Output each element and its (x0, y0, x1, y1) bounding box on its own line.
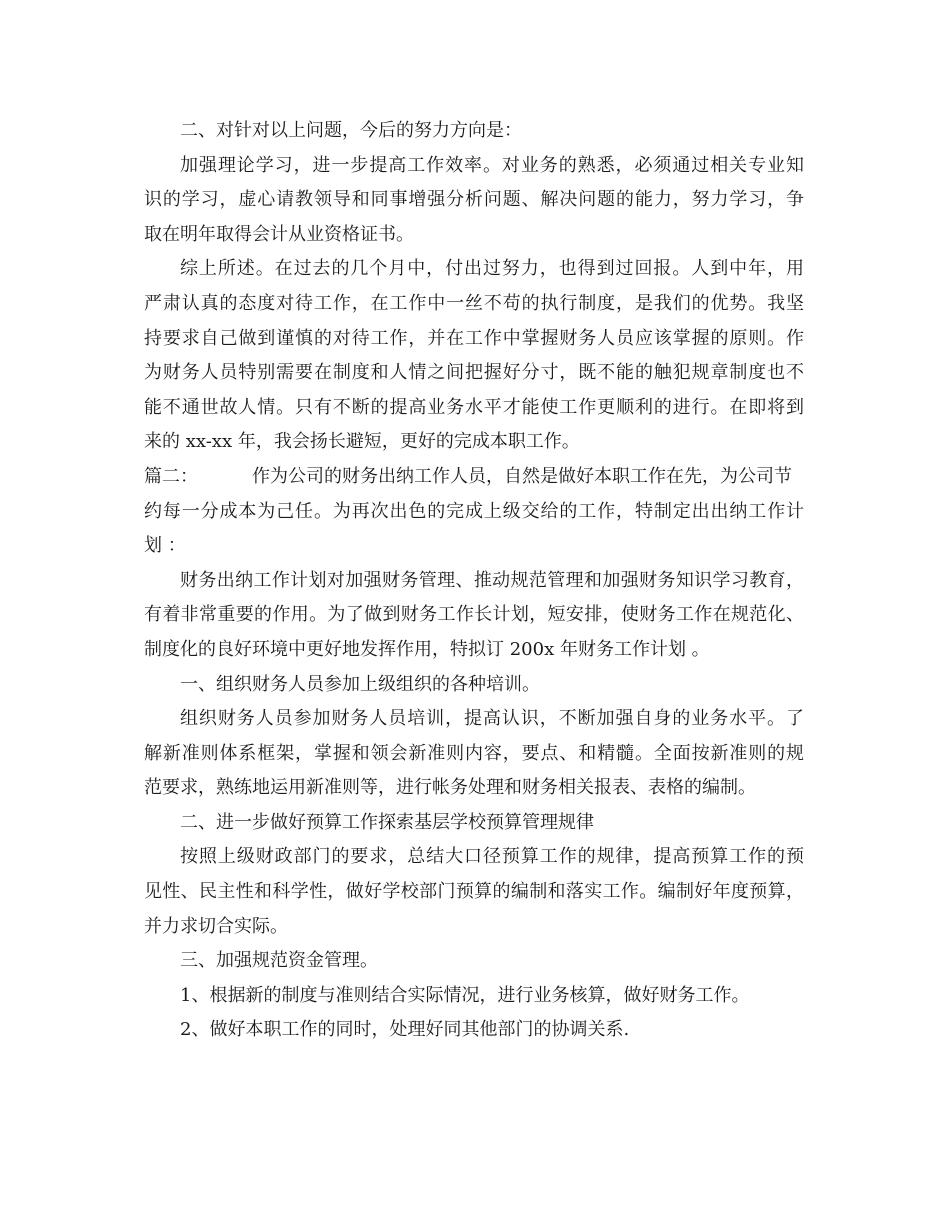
paragraph-line: 按照上级财政部门的要求，总结大口径预算工作的规律，提高预算工作的预 (180, 846, 804, 868)
paragraph-line: 约每一分成本为己任。为再次出色的完成上级交给的工作，特制定出出纳工作计 (144, 500, 804, 522)
paragraph-line: 识的学习，虚心请教领导和同事增强分析问题、解决问题的能力，努力学习，争 (144, 189, 804, 211)
paragraph-line: 持要求自己做到谨慎的对待工作，并在工作中掌握财务人员应该掌握的原则。作 (144, 327, 804, 349)
paragraph-line: 取在明年取得会计从业资格证书。 (144, 223, 414, 245)
paragraph-line: 加强理论学习，进一步提高工作效率。对业务的熟悉，必须通过相关专业知 (180, 154, 804, 176)
paragraph-line: 制度化的良好环境中更好地发挥作用，特拟订 200x 年财务工作计划 。 (144, 638, 710, 660)
paragraph-line: 有着非常重要的作用。为了做到财务工作长计划，短安排，使财务工作在规范化、 (144, 604, 804, 626)
list-item: 1、根据新的制度与准则结合实际情况，进行业务核算，做好财务工作。 (180, 984, 750, 1006)
paragraph-line: 严肃认真的态度对待工作，在工作中一丝不苟的执行制度，是我们的优势。我坚 (144, 292, 804, 314)
paragraph-line: 并力求切合实际。 (144, 915, 288, 937)
section-heading-directions: 二、对针对以上问题，今后的努力方向是： (180, 120, 522, 141)
paragraph-line: 作为公司的财务出纳工作人员，自然是做好本职工作在先，为公司节 (252, 465, 792, 487)
list-item: 2、做好本职工作的同时，处理好同其他部门的协调关系. (180, 1019, 630, 1041)
paragraph-line: 财务出纳工作计划对加强财务管理、推动规范管理和加强财务知识学习教育， (180, 569, 804, 591)
section-heading-training: 一、组织财务人员参加上级组织的各种培训。 (180, 673, 540, 695)
paragraph-line: 来的 xx-xx 年，我会扬长避短，更好的完成本职工作。 (144, 431, 580, 453)
paragraph-line: 范要求，熟练地运用新准则等，进行帐务处理和财务相关报表、表格的编制。 (144, 777, 756, 799)
paragraph-line: 解新准则体系框架，掌握和领会新准则内容，要点、和精髓。全面按新准则的规 (144, 742, 804, 764)
paragraph-line: 组织财务人员参加财务人员培训，提高认识，不断加强自身的业务水平。了 (180, 708, 804, 730)
part-two-label: 篇二： (144, 465, 198, 487)
section-heading-budget: 二、进一步做好预算工作探索基层学校预算管理规律 (180, 811, 594, 833)
paragraph-line: 见性、民主性和科学性，做好学校部门预算的编制和落实工作。编制好年度预算， (144, 881, 804, 903)
paragraph-line: 为财务人员特别需要在制度和人情之间把握好分寸，既不能的触犯规章制度也不 (144, 362, 804, 384)
paragraph-line: 能不通世故人情。只有不断的提高业务水平才能使工作更顺利的进行。在即将到 (144, 396, 804, 418)
part-two-first-line (144, 460, 804, 495)
document-body (144, 114, 804, 1048)
section-heading-funds: 三、加强规范资金管理。 (180, 950, 378, 972)
paragraph-line: 综上所述。在过去的几个月中，付出过努力，也得到过回报。人到中年，用 (180, 258, 804, 280)
paragraph-line: 划 ： (144, 535, 186, 557)
